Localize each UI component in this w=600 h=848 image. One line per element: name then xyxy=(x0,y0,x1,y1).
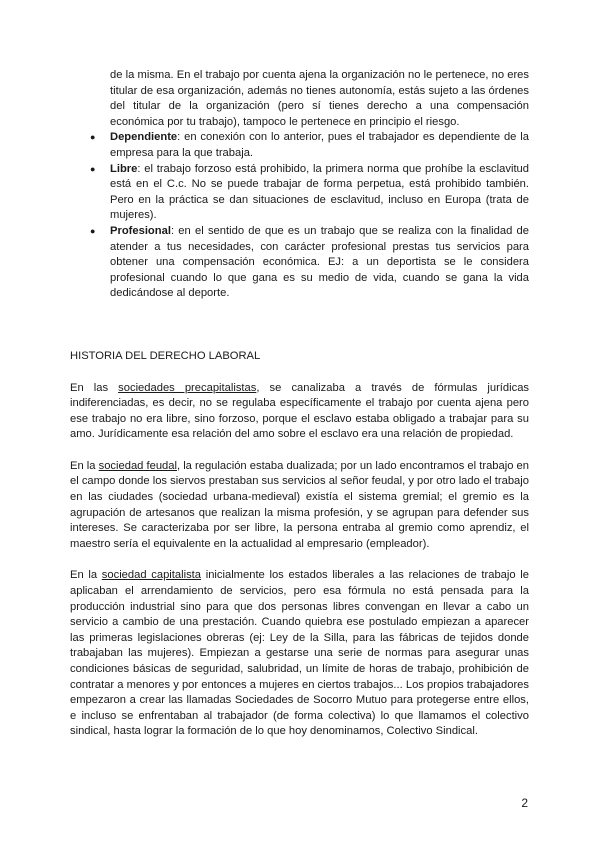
page-number: 2 xyxy=(521,796,528,810)
paragraph-lead: En la xyxy=(70,459,99,472)
underlined-term: sociedad capitalista xyxy=(101,569,202,582)
term-profesional: Profesional xyxy=(110,224,171,237)
paragraph-body: inicialmente los estados liberales a las relaciones de trabajo le aplicaban el arrendamiento de servicios, pero esa fórmula no está pensada para la producción industrial sino para que dos personas libres convengan en llevar a cabo un servicio a cambio de una prestación. Cuando quiebra ese postulado empiezan a aparecer las primeras legislaciones obreras (ej: Ley de la Silla, para las fábricas de tejidos donde trabajaban las mujeres). Empiezan a gestarse una serie de normas para asegurar unas condiciones básicas de seguridad, salubridad, un límite de horas de trabajo, prohibición de contratar a menores y por entonces a mujeres en ciertos trabajos... Los propios trabajadores empezaron a crear las llamadas Sociedades de Socorro Mutuo para protegerse entre ellos, e incluso se enfrentaban al trabajador (de forma colectiva) lo que llamamos el colectivo sindical, hasta lograr la formación de lo que hoy denominamos, Colectivo Sindical. xyxy=(70,569,530,738)
underlined-term: sociedad feudal xyxy=(98,459,177,472)
term-dependiente: Dependiente xyxy=(110,131,178,144)
paragraph-feudal xyxy=(70,459,529,553)
page-content xyxy=(70,68,529,740)
list-item xyxy=(70,162,529,224)
paragraph-capitalist xyxy=(70,568,529,740)
list-item xyxy=(70,224,529,302)
list-item xyxy=(70,130,529,161)
term-definition: : en el sentido de que es un trabajo que se realiza con la finalidad de atender a tus necesidades, con carácter profesional prestas tus servicios para obtener una compensación económica. EJ: a un deportista se le considera profesional cuando lo que gana es su medio de vida, cuando se gana la vida dedicándose al deporte. xyxy=(110,224,529,300)
paragraph-lead: En la xyxy=(70,569,102,582)
continuation-paragraph: de la misma. En el trabajo por cuenta ajena la organización no le pertenece, no eres titular de esa organización, además no tienes autonomía, estás sujeto a las órdenes del titular de la organización (pero sí tienes derecho a una compensación económica por tu trabajo), tampoco le pertenece en principio el riesgo. xyxy=(110,69,529,128)
term-definition: : en conexión con lo anterior, pues el trabajador es dependiente de la empresa para la que trabaja. xyxy=(110,131,529,159)
section-heading: HISTORIA DEL DERECHO LABORAL xyxy=(70,349,261,362)
paragraph-lead: En las xyxy=(70,381,119,394)
bullet-icon: ● xyxy=(90,163,96,174)
paragraph-precapitalist xyxy=(70,381,529,443)
term-definition: : el trabajo forzoso está prohibido, la primera norma que prohíbe la esclavitud está en el C.c. No se puede trabajar de forma perpetua, está prohibido también. Pero en la práctica se dan situaciones de esclavitud, incluso en Europa (trata de mujeres). xyxy=(110,162,529,222)
paragraph-body: , la regulación estaba dualizada; por un lado encontramos el trabajo en el campo donde los siervos prestaban sus servicios al señor feudal, y por otro lado el trabajo en las ciudades (sociedad urbana-medieval) existía el sistema gremial; el gremio es la agrupación de artesanos que realizan la misma profesión, y se agrupan para defender sus intereses. Se caracterizaba por ser libre, la persona entraba al gremio como aprendiz, el maestro sería el equivalente en la actualidad al empresario (empleador). xyxy=(70,459,530,550)
underlined-term: sociedades precapitalistas xyxy=(118,381,257,394)
term-libre: Libre xyxy=(110,162,138,175)
bullet-icon: ● xyxy=(90,225,96,236)
characteristics-list xyxy=(70,130,529,302)
bullet-icon: ● xyxy=(90,132,96,143)
paragraph-body: , se canalizaba a través de fórmulas jurídicas indiferenciadas, es decir, no se regulaba específicamente el trabajo por cuenta ajena pero ese trabajo no era libre, sino forzoso, porque el esclavo estaba obligado a trabajar para su amo. Jurídicamente esa relación del amo sobre el esclavo era una relación de propiedad. xyxy=(70,381,530,441)
